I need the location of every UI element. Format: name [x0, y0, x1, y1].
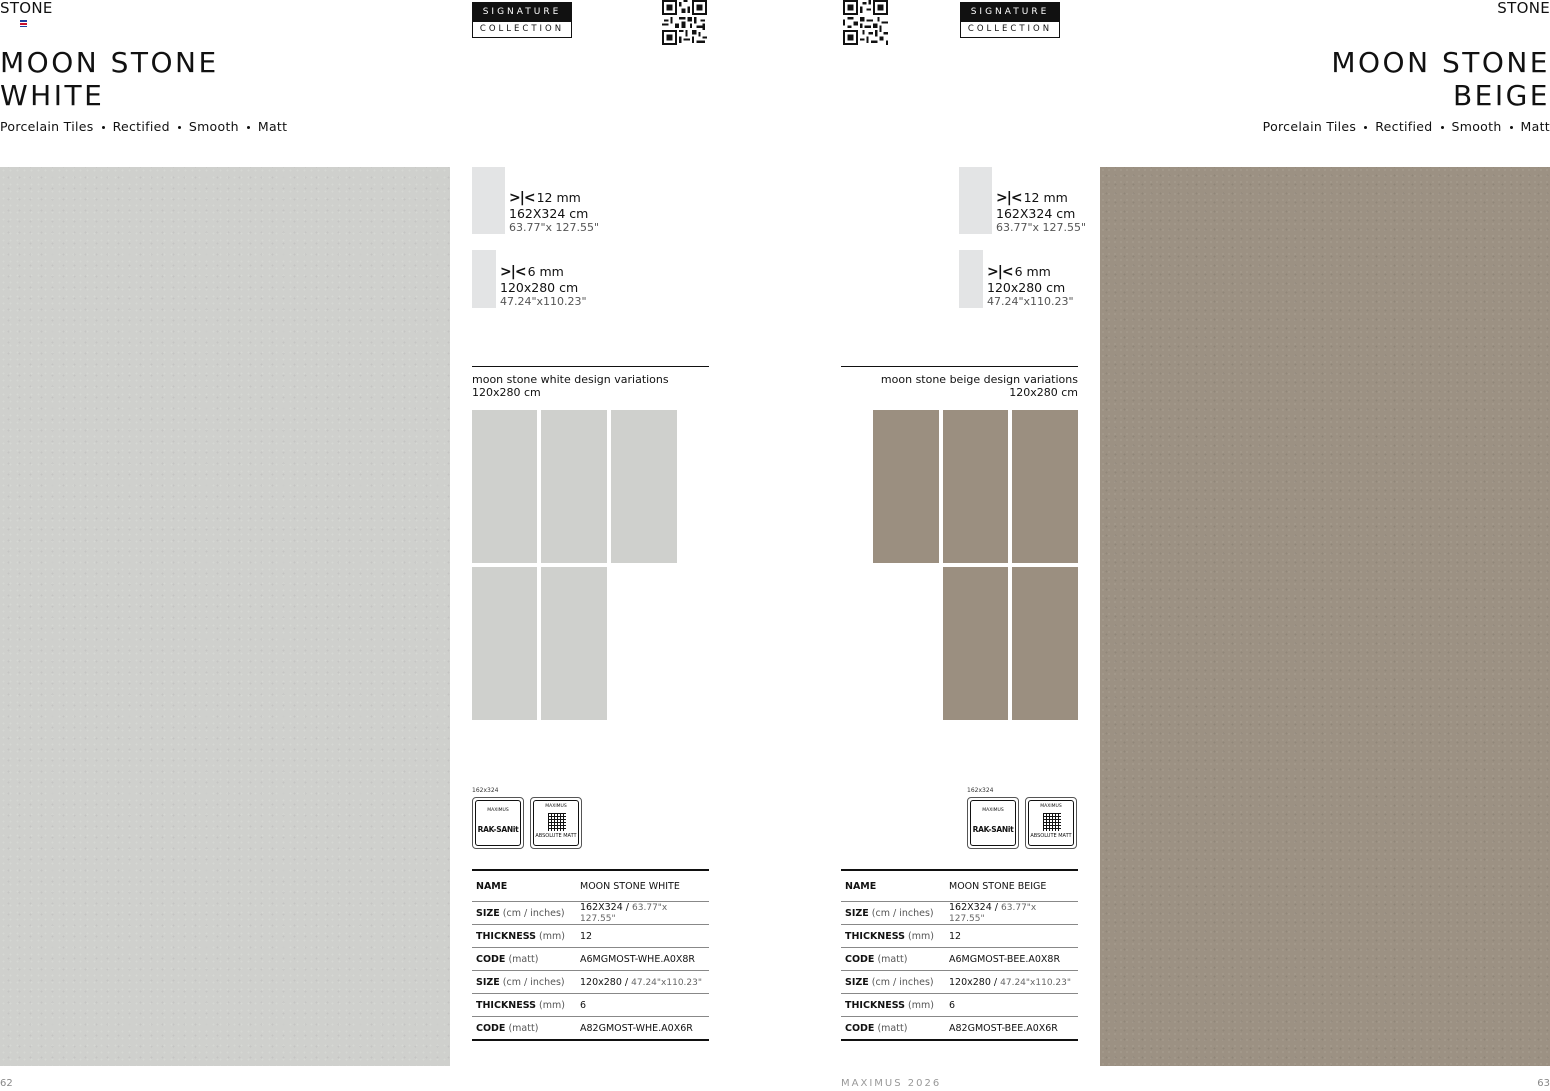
right-subtitle [1263, 119, 1550, 134]
left-title-line1: MOON STONE [0, 46, 219, 79]
table-row [841, 902, 1078, 925]
table-row [841, 948, 1078, 971]
spec-name-value: MOON STONE WHITE [576, 870, 709, 902]
rak-sanit-icon [967, 797, 1019, 849]
spec-key: THICKNESS [845, 999, 905, 1011]
size-dim: 162X324 cm [509, 206, 589, 221]
variations-title: moon stone beige design variations [880, 373, 1078, 386]
spec-unit: (cm / inches) [502, 907, 565, 919]
qr-code-icon[interactable] [662, 0, 707, 45]
spec-key: CODE [845, 953, 875, 965]
signature-text: SIGNATURE [961, 3, 1059, 22]
spec-key: SIZE [476, 907, 500, 919]
size-swatch-small [959, 250, 983, 308]
moon-stone-white-tile-image [0, 167, 450, 1066]
spec-value: A82GMOST-BEE.A0X6R [945, 1017, 1078, 1041]
size-info-12mm: >|< 12 mm 162X324 cm 63.77"x 127.55" [996, 190, 1087, 234]
left-title-line2: WHITE [0, 79, 105, 112]
spec-key: THICKNESS [476, 930, 536, 942]
cert-size-label: 162x324 [472, 787, 499, 794]
right-section-label: STONE [1497, 0, 1550, 17]
spec-value: 162X324 / [949, 902, 998, 913]
spec-unit: (cm / inches) [871, 976, 934, 988]
table-row [472, 971, 709, 994]
rak-sanit-icon [472, 797, 524, 849]
cert-label: RAK-SANit [972, 825, 1014, 834]
absolute-matt-icon [1025, 797, 1077, 849]
spec-unit: (mm) [908, 930, 934, 942]
thickness-value: 6 mm [527, 264, 564, 279]
spec-key: SIZE [476, 976, 500, 988]
signature-text: SIGNATURE [473, 3, 571, 22]
catalog-footer: MAXIMUS 2026 [841, 1078, 942, 1089]
size-inches: 47.24"x110.23" [987, 295, 1074, 308]
size-dim: 120x280 cm [500, 280, 579, 295]
qr-code-icon[interactable] [843, 0, 888, 45]
signature-collection-logo-right [960, 2, 1060, 38]
right-title-line2: BEIGE [1452, 79, 1550, 112]
right-title-line1: MOON STONE [1331, 46, 1550, 79]
right-variations-caption [841, 373, 1078, 399]
spec-value: A82GMOST-WHE.A0X6R [576, 1017, 709, 1041]
size-inches: 47.24"x110.23" [500, 295, 587, 308]
variation-tile-4[interactable] [472, 567, 537, 720]
spec-key: NAME [476, 880, 508, 892]
spec-unit: (cm / inches) [502, 976, 565, 988]
size-info-6mm: >|< 6 mm 120x280 cm 47.24"x110.23" [987, 264, 1074, 308]
left-spec-table [472, 869, 709, 1041]
spec-value: A6MGMOST-BEE.A0X8R [945, 948, 1078, 971]
cert-label: ABSOLUTE MATT [1030, 833, 1072, 839]
variations-size: 120x280 cm [472, 386, 541, 399]
right-page-title [1331, 46, 1550, 112]
spec-value: 120x280 / [949, 976, 998, 988]
spec-inches: 47.24"x110.23" [1000, 977, 1072, 988]
cert-brand: MAXIMUS [1040, 804, 1062, 809]
subtitle-item: Matt [257, 119, 288, 134]
spec-value: 6 [576, 994, 709, 1017]
spec-key: THICKNESS [476, 999, 536, 1011]
signature-collection-logo-left [472, 2, 572, 38]
cert-brand: MAXIMUS [487, 808, 509, 813]
table-row [472, 948, 709, 971]
variation-tile-3[interactable] [1012, 410, 1078, 563]
subtitle-item: Rectified [112, 119, 170, 134]
variation-tile-3[interactable] [611, 410, 677, 563]
table-row [841, 971, 1078, 994]
spec-key: SIZE [845, 976, 869, 988]
divider [472, 366, 709, 367]
spec-key: CODE [476, 953, 506, 965]
table-row [472, 1017, 709, 1041]
cert-brand: MAXIMUS [545, 804, 567, 809]
subtitle-item: Porcelain Tiles [0, 119, 94, 134]
table-row [841, 994, 1078, 1017]
divider [841, 366, 1078, 367]
collection-text: COLLECTION [479, 24, 565, 34]
variations-title: moon stone white design variations [472, 373, 669, 386]
table-row [472, 994, 709, 1017]
variation-tile-2[interactable] [943, 410, 1008, 563]
left-section-label: STONE [0, 0, 53, 17]
left-page-number: 62 [0, 1078, 13, 1089]
left-page-title [0, 46, 219, 112]
spec-key: CODE [476, 1022, 506, 1034]
cert-brand: MAXIMUS [982, 808, 1004, 813]
subtitle-item: Rectified [1375, 119, 1433, 134]
spec-unit: (matt) [877, 953, 908, 965]
flag-icon [20, 20, 27, 27]
spec-value: 12 [576, 925, 709, 948]
thickness-value: 12 mm [1023, 190, 1068, 205]
absolute-matt-icon [530, 797, 582, 849]
size-swatch-large [959, 167, 992, 234]
table-row [472, 925, 709, 948]
spec-value: 6 [945, 994, 1078, 1017]
size-info-6mm: >|< 6 mm 120x280 cm 47.24"x110.23" [500, 264, 587, 308]
spec-key: CODE [845, 1022, 875, 1034]
variation-tile-2[interactable] [541, 410, 607, 563]
spec-unit: (mm) [539, 999, 565, 1011]
variation-tile-1[interactable] [873, 410, 939, 563]
spec-value: 120x280 / [580, 976, 629, 988]
variations-size: 120x280 cm [1009, 386, 1078, 399]
size-inches: 63.77"x 127.55" [996, 221, 1087, 234]
size-swatch-small [472, 250, 496, 308]
subtitle-item: Porcelain Tiles [1262, 119, 1357, 134]
spec-value: 12 [945, 925, 1078, 948]
table-row [472, 902, 709, 925]
variation-tile-5[interactable] [1012, 567, 1078, 720]
table-row [841, 1017, 1078, 1041]
cert-size-label: 162x324 [967, 787, 994, 794]
right-spec-table [841, 869, 1078, 1041]
spec-inches: 63.77"x 127.55" [949, 903, 1037, 924]
subtitle-item: Smooth [188, 119, 239, 134]
variation-tile-4[interactable] [943, 567, 1008, 720]
right-page-number: 63 [1537, 1078, 1550, 1089]
spec-unit: (mm) [908, 999, 934, 1011]
spec-value: 162X324 / [580, 902, 629, 913]
moon-stone-beige-tile-image [1100, 167, 1550, 1066]
spec-unit: (cm / inches) [871, 907, 934, 919]
size-info-12mm: >|< 12 mm 162X324 cm 63.77"x 127.55" [509, 190, 600, 234]
spec-inches: 63.77"x 127.55" [580, 903, 668, 924]
variation-tile-5[interactable] [541, 567, 607, 720]
size-dim: 120x280 cm [987, 280, 1066, 295]
thickness-value: 12 mm [536, 190, 581, 205]
spec-name-value: MOON STONE BEIGE [945, 870, 1078, 902]
thickness-value: 6 mm [1014, 264, 1051, 279]
spec-unit: (matt) [508, 1022, 539, 1034]
spec-unit: (matt) [877, 1022, 908, 1034]
size-dim: 162X324 cm [996, 206, 1076, 221]
variation-tile-1[interactable] [472, 410, 537, 563]
spec-unit: (mm) [539, 930, 565, 942]
table-row [472, 870, 709, 902]
spec-key: THICKNESS [845, 930, 905, 942]
left-subtitle [0, 119, 287, 134]
collection-text: COLLECTION [967, 24, 1053, 34]
spec-inches: 47.24"x110.23" [631, 977, 703, 988]
subtitle-item: Smooth [1451, 119, 1502, 134]
cert-label: ABSOLUTE MATT [535, 833, 577, 839]
left-variations-caption [472, 373, 669, 399]
size-swatch-large [472, 167, 505, 234]
cert-label: RAK-SANit [477, 825, 519, 834]
table-row [841, 925, 1078, 948]
table-row [841, 870, 1078, 902]
spec-unit: (matt) [508, 953, 539, 965]
spec-key: SIZE [845, 907, 869, 919]
size-inches: 63.77"x 127.55" [509, 221, 600, 234]
spec-value: A6MGMOST-WHE.A0X8R [576, 948, 709, 971]
subtitle-item: Matt [1520, 119, 1550, 134]
spec-key: NAME [845, 880, 877, 892]
